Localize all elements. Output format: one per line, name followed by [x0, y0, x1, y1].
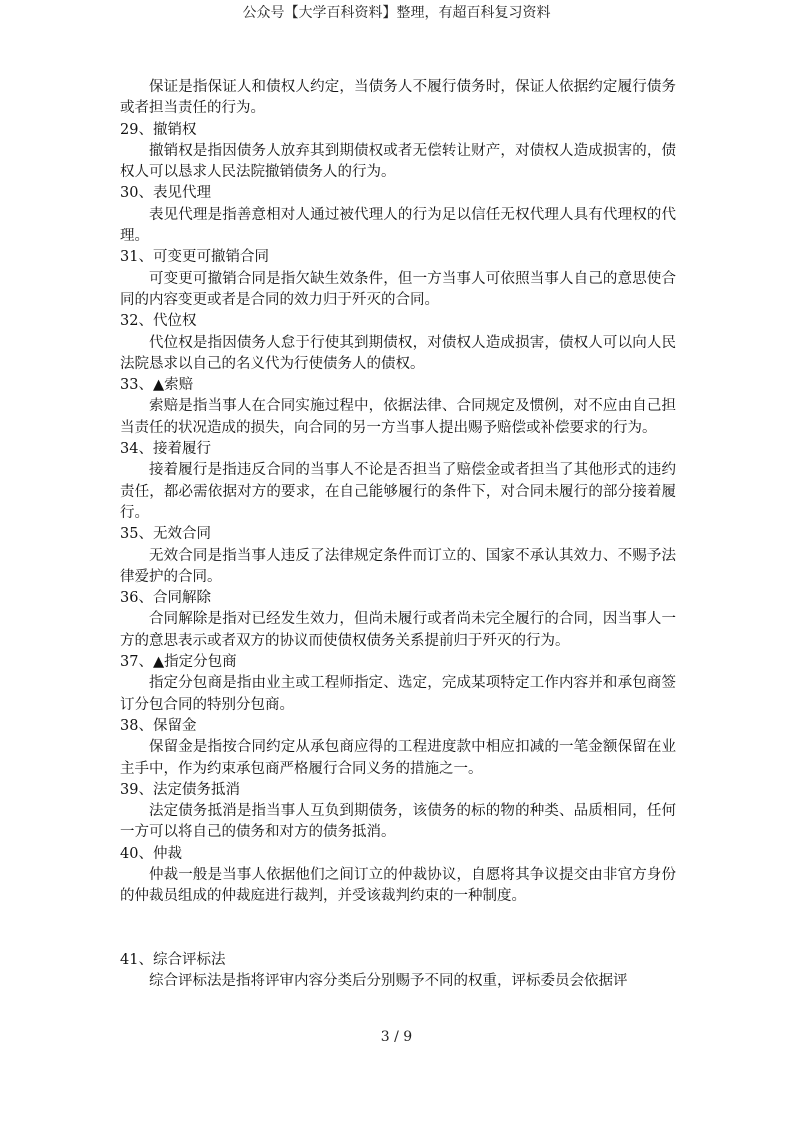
term-definition: 合同解除是指对已经发生效力，但尚未履行或者尚未完全履行的合同，因当事人一方的意思表示或者双方的协议而使债权债务关系提前归于歼灭的行为。 [120, 611, 676, 649]
term-heading [120, 311, 676, 332]
entry-37 [120, 652, 676, 716]
term-number: 36、 [120, 590, 153, 607]
term-heading [120, 652, 676, 673]
entry-40 [120, 844, 676, 908]
term-heading [120, 716, 676, 737]
term-number: 33、 [120, 377, 153, 394]
term-definition: 撤销权是指因债务人放弃其到期债权或者无偿转让财产，对债权人造成损害的，债权人可以恳求人民法院撤销债务人的行为。 [120, 142, 676, 181]
section-gap [120, 908, 676, 950]
term-heading [120, 588, 676, 609]
term-definition: 综合评标法是指将评审内容分类后分别赐予不同的权重，评标委员会依据评 [149, 972, 628, 989]
entry-30 [120, 183, 676, 247]
entry-32 [120, 311, 676, 375]
term-title: 无效合同 [152, 526, 211, 543]
term-definition: 索赔是指当事人在合同实施过程中，依据法律、合同规定及惯例，对不应由自己担当责任的状况造成的损失，向合同的另一方当事人提出赐予赔偿或补偿要求的行为。 [120, 398, 676, 436]
term-definition: 可变更可撤销合同是指欠缺生效条件，但一方当事人可依照当事人自己的意思使合同的内容变更或者是合同的效力归于歼灭的合同。 [120, 270, 676, 308]
term-title: 可变更可撤销合同 [152, 249, 269, 266]
entry-41 [120, 950, 676, 993]
term-heading [120, 439, 676, 460]
term-heading [120, 375, 676, 396]
entry-39 [120, 780, 676, 844]
term-heading [120, 950, 676, 971]
term-heading [120, 844, 676, 865]
term-number: 35、 [120, 526, 153, 543]
term-title: 保留金 [152, 717, 197, 734]
term-definition: 保留金是指按合同约定从承包商应得的工程进度款中相应扣减的一笔金额保留在业主手中，作为约束承包商严格履行合同义务的措施之一。 [120, 739, 676, 777]
term-definition: 表见代理是指善意相对人通过被代理人的行为足以信任无权代理人具有代理权的代理。 [120, 206, 676, 245]
term-definition: 法定债务抵消是指当事人互负到期债务，该债务的标的物的种类、品质相同，任何一方可以将自己的债务和对方的债务抵消。 [120, 803, 676, 841]
term-title: 法定债务抵消 [152, 781, 240, 798]
entry-36 [120, 588, 676, 652]
term-title: ▲指定分包商 [152, 654, 237, 671]
term-definition: 接着履行是指违反合同的当事人不论是否担当了赔偿金或者担当了其他形式的违约责任，都必需依据对方的要求，在自己能够履行的条件下，对合同未履行的部分接着履行。 [120, 462, 676, 521]
entry-35 [120, 524, 676, 588]
entry-29 [120, 120, 676, 184]
entry-38 [120, 716, 676, 780]
term-heading [120, 120, 676, 141]
entry-31 [120, 247, 676, 311]
term-definition: 代位权是指因债务人怠于行使其到期债权，对债权人造成损害，债权人可以向人民法院恳求以自己的名义代为行使债务人的债权。 [120, 334, 676, 372]
term-title: ▲索赔 [152, 377, 194, 394]
term-definition: 无效合同是指当事人违反了法律规定条件而订立的、国家不承认其效力、不赐予法律爱护的合同。 [120, 547, 676, 585]
term-number: 39、 [120, 781, 153, 798]
intro-paragraph: 保证是指保证人和债权人约定，当债务人不履行债务时，保证人依据约定履行债务或者担当责任的行为。 [120, 79, 676, 117]
term-number: 32、 [120, 313, 153, 330]
term-number: 30、 [120, 185, 153, 202]
term-heading [120, 524, 676, 545]
term-title: 合同解除 [152, 590, 211, 607]
term-definition: 指定分包商是指由业主或工程师指定、选定，完成某项特定工作内容并和承包商签订分包合同的特别分包商。 [120, 675, 676, 713]
term-title: 代位权 [152, 313, 197, 330]
document-body [120, 77, 676, 992]
term-number: 34、 [120, 441, 153, 458]
term-number: 29、 [120, 121, 153, 138]
term-title: 仲裁 [152, 845, 182, 862]
term-number: 40、 [120, 845, 153, 862]
term-title: 撤销权 [152, 121, 197, 138]
term-number: 37、 [120, 654, 153, 671]
term-heading [120, 780, 676, 801]
entry-33 [120, 375, 676, 439]
term-number: 41、 [120, 951, 153, 968]
term-number: 31、 [120, 249, 153, 266]
page-number: 3 / 9 [380, 1029, 413, 1045]
term-number: 38、 [120, 717, 153, 734]
term-title: 接着履行 [152, 441, 211, 458]
term-title: 综合评标法 [152, 951, 226, 968]
term-heading [120, 247, 676, 268]
term-title: 表见代理 [152, 185, 211, 202]
entry-34 [120, 439, 676, 524]
term-heading [120, 183, 676, 204]
page-header: 公众号【大学百科资料】整理，有超百科复习资料 [242, 5, 551, 21]
term-definition: 仲裁一般是当事人依据他们之间订立的仲裁协议，自愿将其争议提交由非官方身份的仲裁员组成的仲裁庭进行裁判，并受该裁判约束的一种制度。 [120, 866, 676, 905]
